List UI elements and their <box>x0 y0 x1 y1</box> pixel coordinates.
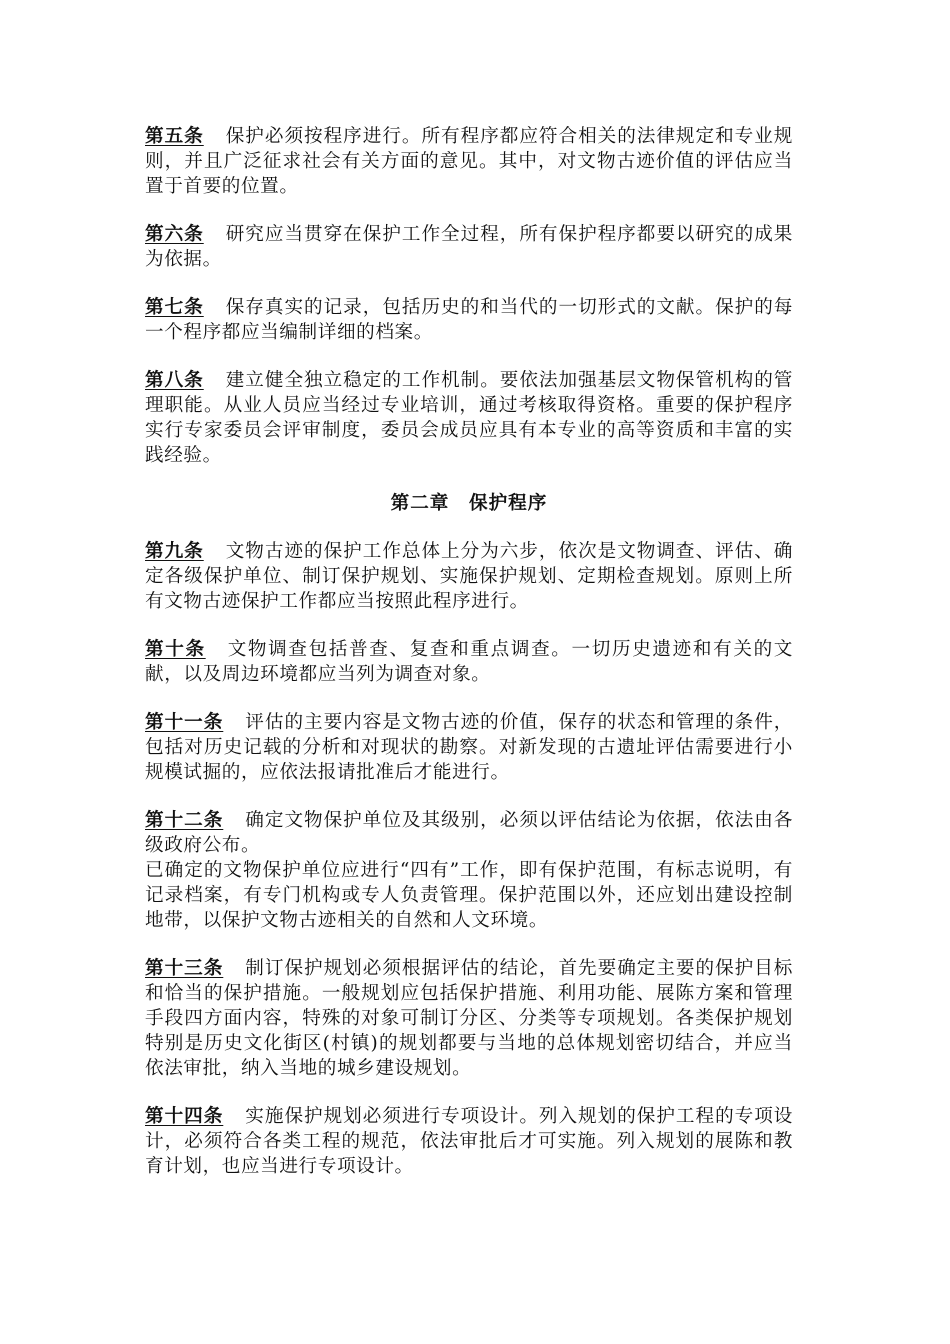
article-label: 第六条 <box>145 224 204 245</box>
article-label: 第十条 <box>145 639 206 660</box>
article-text: 文物调查包括普查、复查和重点调查。一切历史遗迹和有关的文献，以及周边环境都应当列为调查对象。 <box>145 639 793 685</box>
article-13 <box>145 956 793 1081</box>
article-text: 建立健全独立稳定的工作机制。要依法加强基层文物保管机构的管理职能。从业人员应当经过专业培训，通过考核取得资格。重要的保护程序实行专家委员会评审制度，委员会成员应具有本专业的高等资质和丰富的实践经验。 <box>145 370 793 466</box>
article-label: 第八条 <box>145 370 204 391</box>
document-page <box>145 124 793 1202</box>
article-label: 第十四条 <box>145 1106 224 1127</box>
article-label: 第十三条 <box>145 958 224 979</box>
article-text: 确定文物保护单位及其级别，必须以评估结论为依据，依法由各级政府公布。 <box>145 810 793 856</box>
article-text: 文物古迹的保护工作总体上分为六步，依次是文物调查、评估、确定各级保护单位、制订保护规划、实施保护规划、定期检查规划。原则上所有文物古迹保护工作都应当按照此程序进行。 <box>145 541 793 612</box>
article-text: 评估的主要内容是文物古迹的价值，保存的状态和管理的条件，包括对历史记载的分析和对现状的勘察。对新发现的古遗址评估需要进行小规模试掘的，应依法报请批准后才能进行。 <box>145 712 793 783</box>
article-8 <box>145 368 793 468</box>
article-14 <box>145 1104 793 1179</box>
article-text: 保存真实的记录，包括历史的和当代的一切形式的文献。保护的每一个程序都应当编制详细的档案。 <box>145 297 793 343</box>
article-label: 第十一条 <box>145 712 224 733</box>
article-10 <box>145 637 793 687</box>
article-text: 研究应当贯穿在保护工作全过程，所有保护程序都要以研究的成果为依据。 <box>145 224 793 270</box>
article-label: 第九条 <box>145 541 204 562</box>
chapter-title: 第二章 保护程序 <box>390 493 548 514</box>
article-9 <box>145 539 793 614</box>
article-text: 保护必须按程序进行。所有程序都应符合相关的法律规定和专业规则，并且广泛征求社会有关方面的意见。其中，对文物古迹价值的评估应当置于首要的位置。 <box>145 126 793 197</box>
article-label: 第五条 <box>145 126 204 147</box>
article-text: 制订保护规划必须根据评估的结论，首先要确定主要的保护目标和恰当的保护措施。一般规划应包括保护措施、利用功能、展陈方案和管理手段四方面内容，特殊的对象可制订分区、分类等专项规划。各类保护规划特别是历史文化街区(村镇)的规划都要与当地的总体规划密切结合，并应当依法审批，纳入当地的城乡建设规划。 <box>145 958 793 1079</box>
article-label: 第七条 <box>145 297 204 318</box>
article-7 <box>145 295 793 345</box>
article-11 <box>145 710 793 785</box>
article-label: 第十二条 <box>145 810 224 831</box>
article-6 <box>145 222 793 272</box>
article-text: 实施保护规划必须进行专项设计。列入规划的保护工程的专项设计，必须符合各类工程的规范，依法审批后才可实施。列入规划的展陈和教育计划，也应当进行专项设计。 <box>145 1106 793 1177</box>
article-5 <box>145 124 793 199</box>
article-12 <box>145 808 793 858</box>
article-12-continuation: 已确定的文物保护单位应进行“四有”工作，即有保护范围，有标志说明，有记录档案，有专门机构或专人负责管理。保护范围以外，还应划出建设控制地带，以保护文物古迹相关的自然和人文环境。 <box>145 860 793 931</box>
